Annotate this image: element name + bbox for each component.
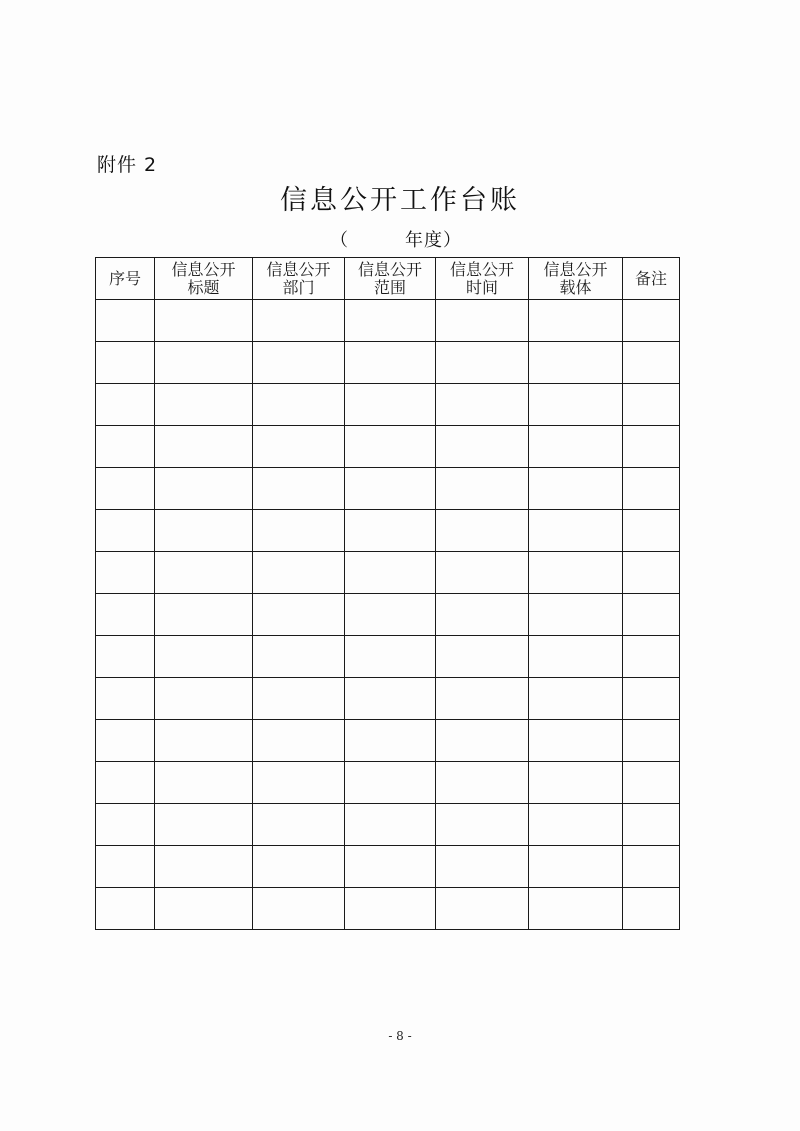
table-cell [253,342,345,384]
table-cell [155,384,253,426]
table-cell [529,300,623,342]
table-cell [623,510,680,552]
table-cell [96,846,155,888]
header-department: 信息公开 部门 [253,258,345,300]
table-row [96,342,680,384]
table-cell [345,762,436,804]
table-cell [345,342,436,384]
table-row [96,510,680,552]
table-row [96,468,680,510]
table-cell [529,594,623,636]
table-cell [436,552,529,594]
table-cell [253,804,345,846]
table-cell [345,636,436,678]
attachment-label: 附件 2 [97,154,158,176]
table-cell [253,384,345,426]
table-cell [253,510,345,552]
table-cell [623,804,680,846]
table-cell [529,510,623,552]
table-cell [623,678,680,720]
table-cell [623,720,680,762]
table-row [96,300,680,342]
table-cell [345,426,436,468]
table-cell [623,384,680,426]
table-cell [96,468,155,510]
table-cell [623,762,680,804]
table-cell [529,636,623,678]
table-row [96,426,680,468]
table-cell [529,426,623,468]
table-cell [623,594,680,636]
table-cell [253,636,345,678]
table-cell [96,678,155,720]
ledger-table [95,257,680,930]
table-cell [253,888,345,930]
table-cell [436,426,529,468]
table-cell [623,636,680,678]
table-cell [345,846,436,888]
table-cell [155,720,253,762]
table-cell [345,720,436,762]
header-time: 信息公开 时间 [436,258,529,300]
table-cell [436,342,529,384]
table-cell [155,300,253,342]
header-title: 信息公开 标题 [155,258,253,300]
table-cell [155,342,253,384]
table-cell [253,720,345,762]
ledger-body [96,300,680,930]
header-row [96,258,680,300]
table-cell [345,678,436,720]
table-cell [436,804,529,846]
header-carrier: 信息公开 载体 [529,258,623,300]
table-cell [253,846,345,888]
header-serial-number: 序号 [96,258,155,300]
table-cell [96,342,155,384]
table-cell [96,594,155,636]
table-cell [96,804,155,846]
table-cell [96,426,155,468]
table-cell [436,510,529,552]
table-cell [155,552,253,594]
table-cell [155,804,253,846]
table-cell [623,300,680,342]
table-cell [623,552,680,594]
table-cell [155,426,253,468]
year-open-paren: （ [330,230,349,251]
table-cell [529,762,623,804]
table-cell [253,552,345,594]
table-row [96,552,680,594]
table-cell [623,342,680,384]
table-cell [623,426,680,468]
table-cell [253,762,345,804]
table-cell [96,510,155,552]
table-cell [155,762,253,804]
table-cell [529,720,623,762]
table-row [96,762,680,804]
table-cell [96,720,155,762]
table-row [96,888,680,930]
table-row [96,678,680,720]
table-cell [345,552,436,594]
table-cell [155,846,253,888]
table-cell [529,552,623,594]
table-cell [155,678,253,720]
table-cell [96,762,155,804]
table-cell [436,594,529,636]
table-cell [436,888,529,930]
table-cell [155,468,253,510]
table-cell [529,846,623,888]
table-cell [436,846,529,888]
table-row [96,636,680,678]
table-cell [529,804,623,846]
table-cell [529,678,623,720]
table-cell [623,888,680,930]
table-cell [96,384,155,426]
table-cell [345,384,436,426]
table-cell [96,888,155,930]
table-cell [96,636,155,678]
table-cell [529,342,623,384]
table-cell [253,594,345,636]
header-remarks: 备注 [623,258,680,300]
table-cell [345,804,436,846]
table-cell [529,468,623,510]
table-cell [96,552,155,594]
table-cell [345,300,436,342]
table-cell [623,846,680,888]
table-cell [253,300,345,342]
table-row [96,846,680,888]
year-text: 年度） [405,230,462,251]
table-cell [253,468,345,510]
table-cell [345,510,436,552]
table-cell [529,888,623,930]
table-cell [155,594,253,636]
table-cell [253,678,345,720]
table-cell [345,594,436,636]
table-cell [529,384,623,426]
table-row [96,384,680,426]
table-cell [436,300,529,342]
year-line [330,226,462,252]
table-cell [155,636,253,678]
table-cell [436,720,529,762]
table-cell [436,762,529,804]
table-row [96,720,680,762]
table-cell [155,888,253,930]
document-title: 信息公开工作台账 [280,185,520,216]
table-cell [345,468,436,510]
table-row [96,804,680,846]
table-cell [623,468,680,510]
table-cell [436,384,529,426]
table-cell [436,636,529,678]
table-cell [345,888,436,930]
table-cell [96,300,155,342]
page-number: - 8 - [388,1029,412,1043]
table-cell [155,510,253,552]
table-cell [436,678,529,720]
table-row [96,594,680,636]
table-cell [253,426,345,468]
table-cell [436,468,529,510]
header-scope: 信息公开 范围 [345,258,436,300]
